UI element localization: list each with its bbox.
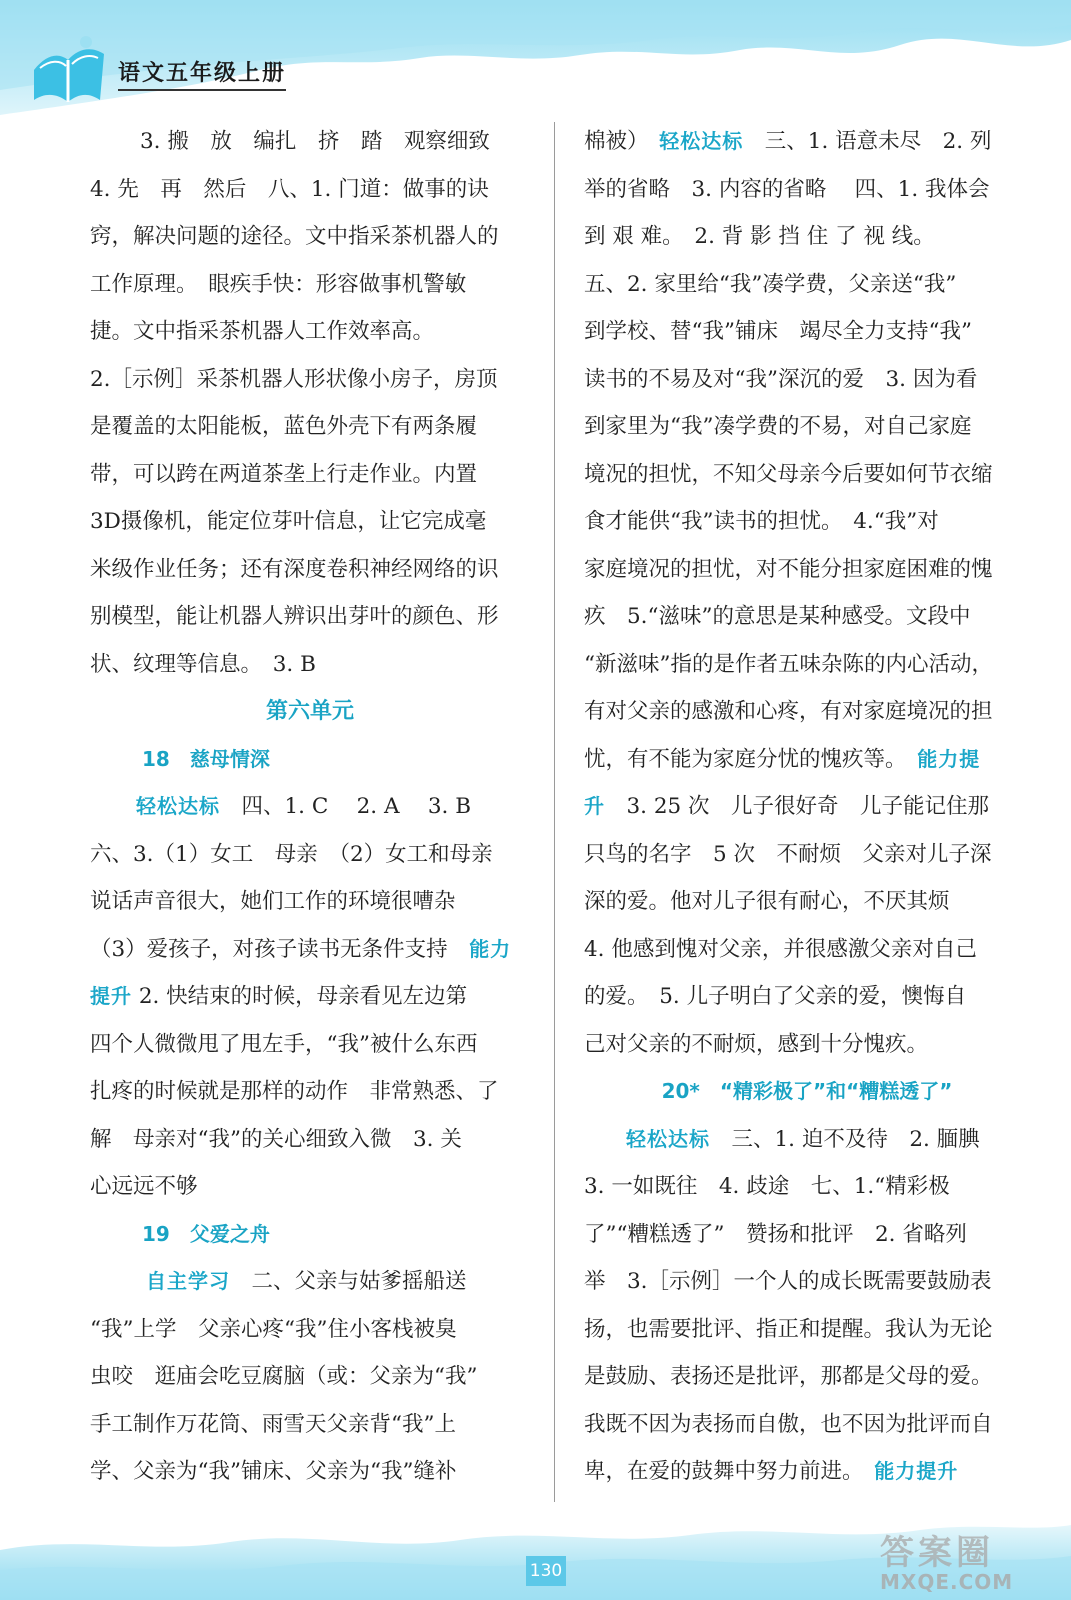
watermark-logo-text: 答案圈 bbox=[880, 1533, 994, 1573]
text-line: 扬，也需要批评、指正和提醒。我认为无论 bbox=[584, 1316, 993, 1342]
text-line bbox=[90, 926, 530, 974]
text-line: 米级作业任务；还有深度卷积神经网络的识 bbox=[90, 556, 499, 582]
right-column bbox=[584, 118, 1030, 1496]
book-logo-icon bbox=[28, 30, 108, 110]
text-line bbox=[90, 783, 530, 831]
text-line: “新滋味”指的是作者五味杂陈的内心活动， bbox=[584, 651, 993, 677]
text-line: 到家里为“我”凑学费的不易，对自己家庭 bbox=[584, 414, 972, 439]
text-line: 2.［示例］采茶机器人形状像小房子，房顶 bbox=[90, 366, 498, 392]
text-fragment: 3. 25 次 儿子很好奇 儿子能记住那 bbox=[605, 794, 990, 819]
text-line: 我既不因为表扬而自傲，也不因为批评而自 bbox=[584, 1411, 993, 1437]
text-line: 带，可以跨在两道茶垄上行走作业。内置 bbox=[90, 461, 478, 487]
text-line: 家庭境况的担忧，对不能分担家庭困难的愧 bbox=[584, 556, 993, 582]
text-line: 境况的担忧，不知父母亲今后要如何节衣缩 bbox=[584, 461, 993, 487]
text-fragment: 三、1. 迫不及待 2. 腼腆 bbox=[710, 1126, 980, 1152]
book-title: 语文五年级上册 bbox=[118, 56, 286, 91]
text-line: 状、纹理等信息。 3. B bbox=[90, 651, 316, 677]
text-line: 窍，解决问题的途径。文中指采茶机器人的 bbox=[90, 224, 499, 249]
text-line: 工作原理。 眼疾手快：形容做事机警敏 bbox=[90, 271, 467, 297]
text-line: 举 3.［示例］一个人的成长既需要鼓励表 bbox=[584, 1269, 992, 1294]
keyword-ability: 能力提升 bbox=[874, 1459, 959, 1483]
text-line: 读书的不易及对“我”深沉的爱 3. 因为看 bbox=[584, 366, 978, 392]
keyword-ability: 能力 bbox=[469, 936, 512, 961]
text-line: 四个人微微甩了甩左手，“我”被什么东西 bbox=[90, 1031, 478, 1057]
keyword-easy-target: 轻松达标 bbox=[659, 129, 744, 153]
text-fragment: 四、1. C 2. A 3. B bbox=[220, 794, 471, 819]
text-line: 说话声音很大，她们工作的环境很嘈杂 bbox=[90, 889, 456, 914]
watermark-url: MXQE.COM bbox=[880, 1570, 1014, 1594]
text-line: 了”“糟糕透了” 赞扬和批评 2. 省略列 bbox=[584, 1221, 967, 1247]
text-line bbox=[584, 736, 1030, 784]
text-line: 到学校、替“我”铺床 竭尽全力支持“我” bbox=[584, 319, 972, 344]
text-line: 到 艰 难。 2. 背 影 挡 住 了 视 线。 bbox=[584, 224, 935, 249]
text-line: 五、2. 家里给“我”凑学费，父亲送“我” bbox=[584, 271, 957, 297]
lesson-18-title: 18 慈母情深 bbox=[142, 746, 270, 771]
text-line: 3D摄像机，能定位芽叶信息，让它完成毫 bbox=[90, 509, 487, 534]
site-watermark bbox=[880, 1525, 1060, 1595]
keyword-self-study: 自主学习 bbox=[146, 1269, 230, 1293]
text-line: 举的省略 3. 内容的省略 四、1. 我体会 bbox=[584, 176, 990, 202]
text-line bbox=[90, 973, 530, 1021]
text-line: 解 母亲对“我”的关心细致入微 3. 关 bbox=[90, 1126, 462, 1152]
unit-title: 第六单元 bbox=[265, 699, 354, 724]
text-line: 是覆盖的太阳能板，蓝色外壳下有两条履 bbox=[90, 414, 478, 439]
text-line: 别模型，能让机器人辨识出芽叶的颜色、形 bbox=[90, 604, 499, 629]
keyword-ability-cont: 升 bbox=[584, 794, 605, 818]
text-line: 3. 搬 放 编扎 挤 踏 观察细致 bbox=[140, 129, 490, 154]
text-line: “我”上学 父亲心疼“我”住小客栈被臭 bbox=[90, 1316, 457, 1342]
text-fragment: 棉被） bbox=[584, 129, 660, 154]
text-line: 深的爱。他对儿子很有耐心，不厌其烦 bbox=[584, 889, 950, 914]
keyword-ability: 能力提 bbox=[917, 746, 981, 771]
text-line: 手工制作万花筒、雨雪天父亲背“我”上 bbox=[90, 1411, 456, 1437]
text-line: 3. 一如既往 4. 歧途 七、1.“精彩极 bbox=[584, 1174, 950, 1199]
text-line: 食才能供“我”读书的担忧。 4.“我”对 bbox=[584, 509, 939, 534]
text-line: 虫咬 逛庙会吃豆腐脑（或：父亲为“我” bbox=[90, 1364, 478, 1389]
keyword-ability-cont: 提升 bbox=[90, 984, 132, 1008]
keyword-easy-target: 轻松达标 bbox=[626, 1126, 710, 1151]
text-line: 学、父亲为“我”铺床、父亲为“我”缝补 bbox=[90, 1459, 457, 1484]
text-line: 的爱。 5. 儿子明白了父亲的爱，懊悔自 bbox=[584, 984, 967, 1009]
text-line: 只鸟的名字 5 次 不耐烦 父亲对儿子深 bbox=[584, 841, 992, 867]
text-fragment: 二、父亲与姑爹摇船送 bbox=[230, 1269, 467, 1294]
text-line bbox=[90, 1258, 530, 1306]
text-line: 疚 5.“滋味”的意思是某种感受。文段中 bbox=[584, 604, 971, 629]
text-line: 六、3.（1）女工 母亲 （2）女工和母亲 bbox=[90, 841, 493, 867]
text-line: 捷。文中指采茶机器人工作效率高。 bbox=[90, 319, 435, 344]
text-line bbox=[584, 783, 1030, 831]
text-fragment: 忧，有不能为家庭分忧的愧疚等。 bbox=[584, 746, 918, 772]
lesson-20-title: 20* “精彩极了”和“糟糕透了” bbox=[661, 1079, 953, 1103]
text-line: 4. 先 再 然后 八、1. 门道：做事的诀 bbox=[90, 176, 489, 202]
page-number: 130 bbox=[526, 1556, 566, 1586]
text-fragment: 卑，在爱的鼓舞中努力前进。 bbox=[584, 1459, 875, 1484]
keyword-easy-target: 轻松达标 bbox=[136, 794, 220, 818]
text-fragment: 2. 快结束的时候，母亲看见左边第 bbox=[132, 984, 468, 1009]
text-line: 心远远不够 bbox=[90, 1174, 198, 1199]
lesson-19-title: 19 父爱之舟 bbox=[142, 1221, 270, 1246]
left-column bbox=[90, 118, 530, 1496]
text-fragment: 三、1. 语意未尽 2. 列 bbox=[743, 129, 992, 154]
column-divider bbox=[554, 122, 555, 1502]
text-fragment: （3）爱孩子，对孩子读书无条件支持 bbox=[90, 936, 470, 962]
text-line: 己对父亲的不耐烦，感到十分愧疚。 bbox=[584, 1031, 929, 1057]
text-line bbox=[584, 1116, 1030, 1164]
text-line: 有对父亲的感激和心疼，有对家庭境况的担 bbox=[584, 699, 993, 724]
text-line: 扎疼的时候就是那样的动作 非常熟悉、了 bbox=[90, 1079, 499, 1104]
text-line: 是鼓励、表扬还是批评，那都是父母的爱。 bbox=[584, 1364, 993, 1389]
text-line: 4. 他感到愧对父亲，并很感激父亲对自己 bbox=[584, 936, 977, 962]
text-line bbox=[584, 118, 1030, 166]
